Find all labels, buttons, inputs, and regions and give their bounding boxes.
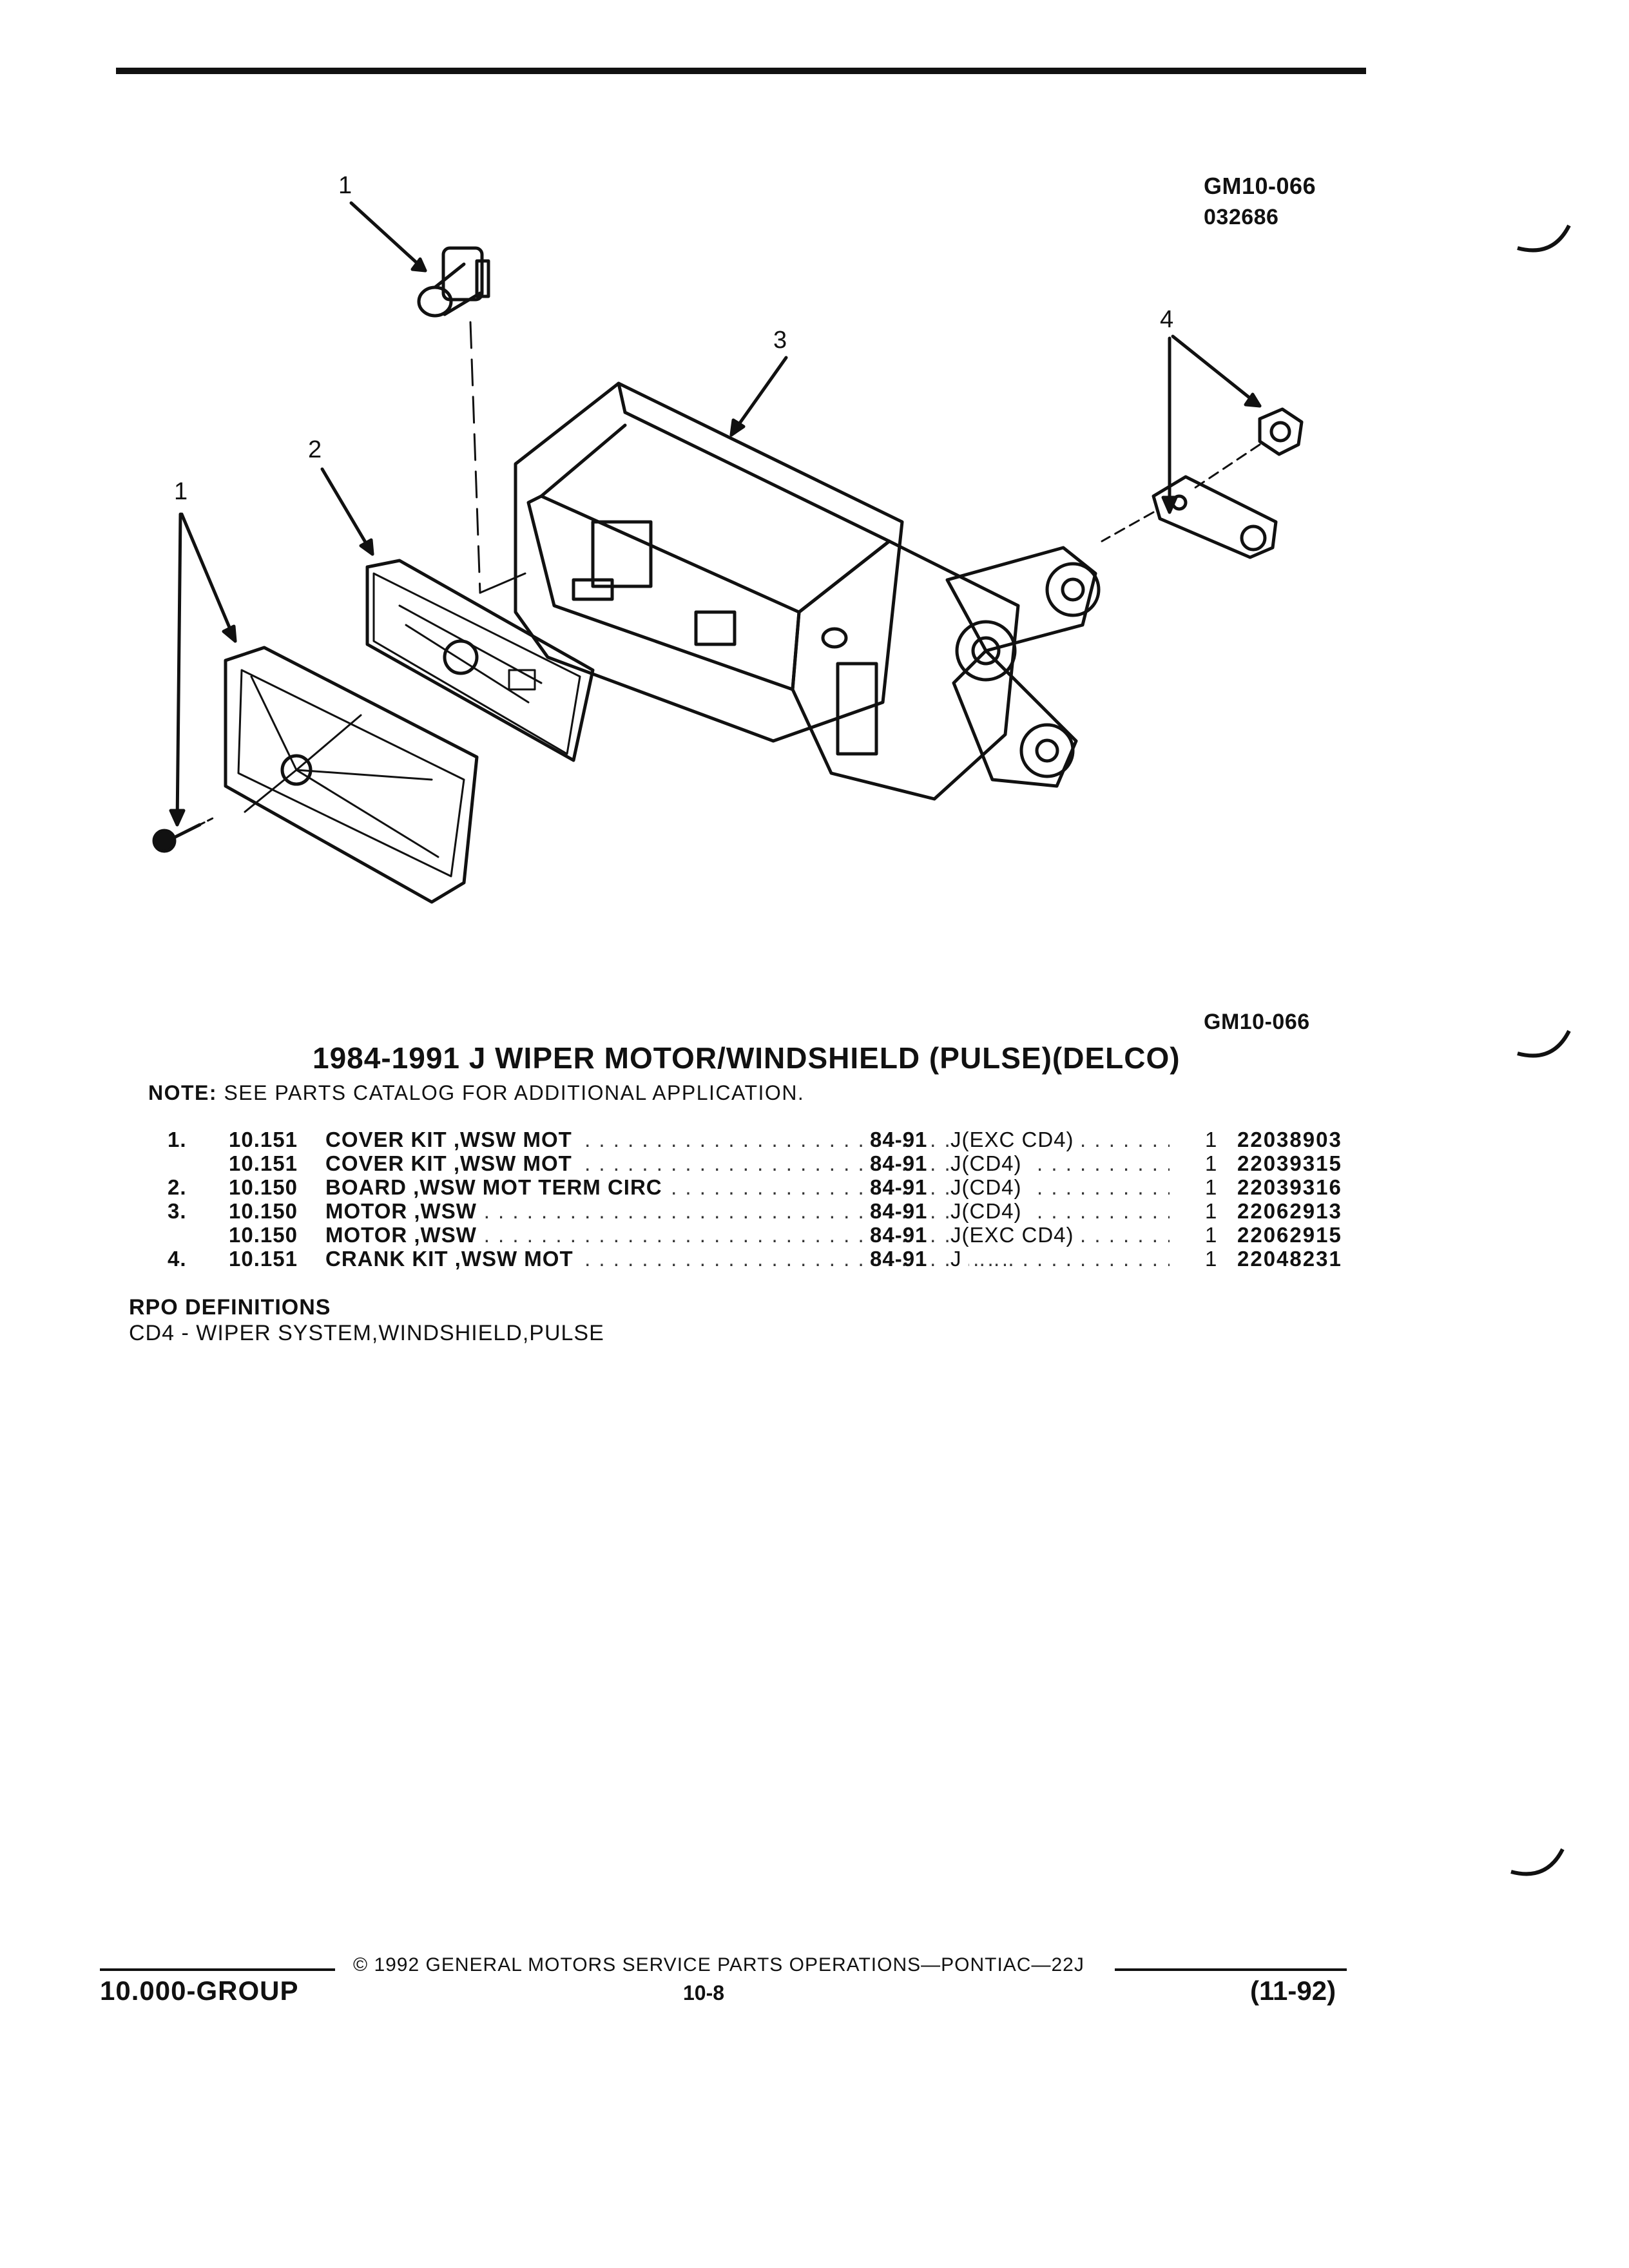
description: MOTOR ,WSW [325, 1223, 483, 1247]
group-label: 10.000-GROUP [100, 1975, 299, 2006]
binder-mark-top [1514, 219, 1579, 271]
parts-row [155, 1223, 1379, 1247]
application-cell [950, 1175, 1170, 1200]
part-4-crank-kit [1153, 409, 1302, 557]
part-number: 22039316 [1237, 1175, 1342, 1199]
figure-id-top: GM10-066 [1204, 173, 1316, 199]
callout-3: 3 [773, 327, 787, 354]
group-number: 10.151 [229, 1151, 298, 1175]
top-rule [116, 68, 1366, 74]
application: J(CD4) [950, 1175, 1028, 1199]
page-title: 1984-1991 J WIPER MOTOR/WINDSHIELD (PULSE)(DELCO) [313, 1041, 1181, 1075]
item-number: 4. [168, 1247, 187, 1271]
rpo-definition: CD4 - WIPER SYSTEM,WINDSHIELD,PULSE [129, 1321, 604, 1345]
callout-1-left: 1 [174, 478, 188, 505]
years: 84-91 [870, 1151, 928, 1175]
parts-row [155, 1151, 1379, 1175]
parts-row [155, 1199, 1379, 1223]
binder-mark-bottom [1508, 1843, 1572, 1894]
parts-row [155, 1247, 1379, 1271]
application-cell [950, 1247, 1170, 1271]
quantity: 1 [1205, 1128, 1218, 1151]
quantity: 1 [1205, 1247, 1218, 1271]
figure-id-bottom: GM10-066 [1204, 1010, 1310, 1034]
group-number: 10.151 [229, 1128, 298, 1151]
application: J(EXC CD4) [950, 1128, 1081, 1151]
rpo-heading: RPO DEFINITIONS [129, 1295, 331, 1320]
parts-row [155, 1128, 1379, 1151]
years: 84-91 [870, 1175, 928, 1199]
parts-row [155, 1175, 1379, 1199]
application: J(EXC CD4) [950, 1223, 1081, 1247]
wiper-motor-exploded-diagram [129, 161, 1353, 999]
part-3-motor-housing [516, 383, 1099, 799]
quantity: 1 [1205, 1175, 1218, 1199]
part-number: 22062913 [1237, 1199, 1342, 1223]
item-number: 3. [168, 1199, 187, 1223]
application-cell [950, 1128, 1170, 1152]
part-number: 22038903 [1237, 1128, 1342, 1151]
part-number: 22039315 [1237, 1151, 1342, 1175]
part-number: 22048231 [1237, 1247, 1342, 1271]
group-number: 10.150 [229, 1223, 298, 1247]
quantity: 1 [1205, 1223, 1218, 1247]
years: 84-91 [870, 1199, 928, 1223]
application-cell [950, 1151, 1170, 1176]
note [148, 1081, 804, 1105]
application-cell [950, 1223, 1170, 1247]
note-text: SEE PARTS CATALOG FOR ADDITIONAL APPLICATION. [224, 1081, 805, 1104]
footer-rule-right [1115, 1968, 1347, 1971]
callout-2: 2 [308, 436, 322, 463]
callout-4: 4 [1160, 306, 1174, 333]
copyright: © 1992 GENERAL MOTORS SERVICE PARTS OPERATIONS—PONTIAC—22J [353, 1954, 1084, 1975]
parts-list [155, 1128, 1379, 1271]
description: COVER KIT ,WSW MOT [325, 1151, 579, 1175]
revision-date: (11-92) [1250, 1975, 1336, 2006]
item-number: 1. [168, 1128, 187, 1151]
description: CRANK KIT ,WSW MOT [325, 1247, 580, 1271]
description: BOARD ,WSW MOT TERM CIRC [325, 1175, 669, 1199]
group-number: 10.150 [229, 1175, 298, 1199]
group-number: 10.150 [229, 1199, 298, 1223]
part-1-connector [419, 248, 488, 316]
quantity: 1 [1205, 1199, 1218, 1223]
application: J(CD4) [950, 1199, 1028, 1223]
screw [154, 818, 213, 851]
quantity: 1 [1205, 1151, 1218, 1175]
group-number: 10.151 [229, 1247, 298, 1271]
years: 84-91 [870, 1128, 928, 1151]
callout-1-top: 1 [338, 172, 352, 199]
application: J(CD4) [950, 1151, 1028, 1175]
note-label: NOTE: [148, 1081, 218, 1104]
years: 84-91 [870, 1223, 928, 1247]
application: J [950, 1247, 969, 1271]
application-cell [950, 1199, 1170, 1224]
part-number: 22062915 [1237, 1223, 1342, 1247]
figure-date-code: 032686 [1204, 205, 1279, 229]
years: 84-91 [870, 1247, 928, 1271]
footer-rule-left [100, 1968, 335, 1971]
description: COVER KIT ,WSW MOT [325, 1128, 579, 1151]
description: MOTOR ,WSW [325, 1199, 483, 1223]
item-number: 2. [168, 1175, 187, 1199]
binder-mark-middle [1514, 1024, 1579, 1076]
page-number: 10-8 [683, 1981, 725, 2004]
